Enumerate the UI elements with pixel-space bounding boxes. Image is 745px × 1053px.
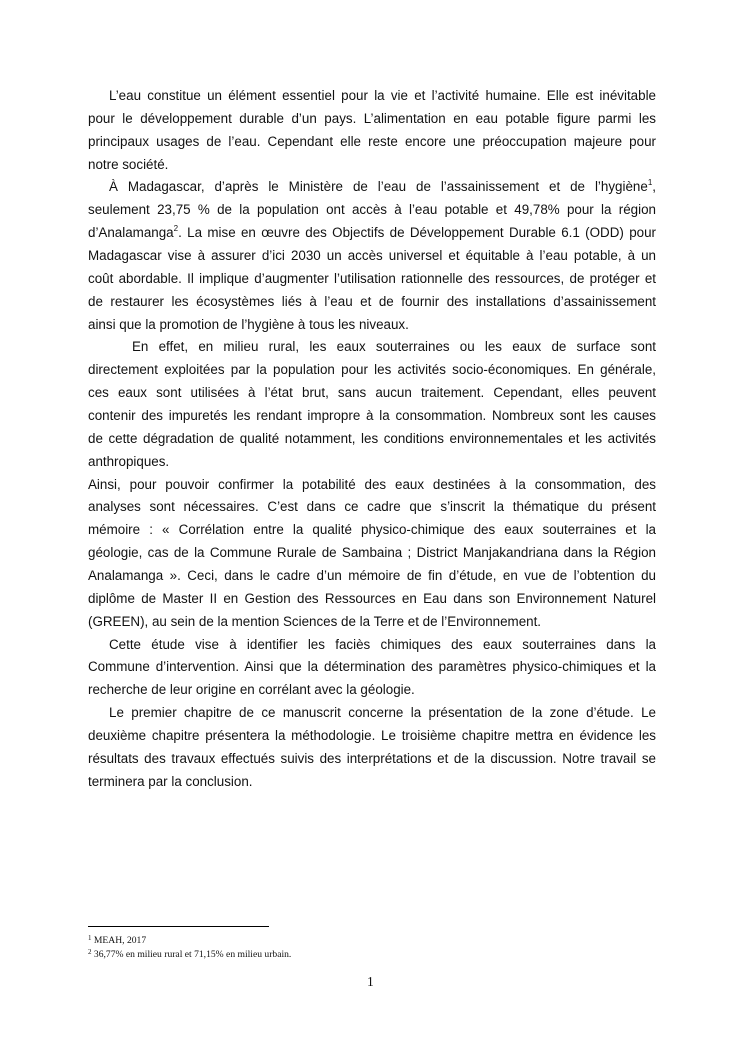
text-line: deuxième chapitre présentera la méthodologie. Le troisième chapitre mettra en évidence les <box>88 728 656 744</box>
text-line: Analamanga ». Ceci, dans le cadre d’un mémoire de fin d’étude, en vue de l’obtention du <box>88 568 656 584</box>
footnote-number: 2 <box>88 948 92 956</box>
text-line: contenir des impuretés les rendant impropre à la consommation. Nombreux sont les causes <box>88 408 656 424</box>
text-line: pour le développement durable d’un pays. L’alimentation en eau potable figure parmi les <box>88 110 656 126</box>
page-number: 1 <box>367 974 374 989</box>
text-segment: , <box>652 179 656 195</box>
text-line: anthropiques. <box>88 453 170 469</box>
text-line: de cette dégradation de qualité notamment, les conditions environnementales et les activités <box>88 430 656 446</box>
text-line: résultats des travaux effectués suivis des interprétations et de la discussion. Notre travail se <box>88 750 656 766</box>
text-line: Madagascar vise à assurer d’ici 2030 un accès universel et équitable à l’eau potable, à un <box>88 248 656 264</box>
text-line: ainsi que la promotion de l’hygiène à tous les niveaux. <box>88 316 409 332</box>
text-line: Cette étude vise à identifier les faciès chimiques des eaux souterraines dans la <box>109 636 656 652</box>
footnote-separator <box>88 926 269 927</box>
text-line: directement exploitées par la population pour les activités socio-économiques. En générale, <box>88 362 656 378</box>
text-segment: À Madagascar, d’après le Ministère de l’eau de l’assainissement et de l’hygiène <box>109 179 648 195</box>
text-line: Ainsi, pour pouvoir confirmer la potabilité des eaux destinées à la consommation, des <box>88 476 656 492</box>
footnote-number: 1 <box>88 934 92 942</box>
text-line: analyses sont nécessaires. C’est dans ce cadre que s’inscrit la thématique du présent <box>88 499 656 515</box>
footnote-text: MEAH, 2017 <box>93 935 147 946</box>
text-line <box>88 176 656 199</box>
paragraph <box>88 336 656 473</box>
footnote-reference: 2 <box>173 224 179 234</box>
paragraph <box>88 634 656 703</box>
paragraph <box>88 85 656 176</box>
text-line: Commune d’intervention. Ainsi que la détermination des paramètres physico-chimiques et la <box>88 659 656 675</box>
text-line <box>88 222 656 245</box>
footnote-1 <box>88 934 291 948</box>
text-line: mémoire : « Corrélation entre la qualité physico-chimique des eaux souterraines et la <box>88 522 656 538</box>
text-line: géologie, cas de la Commune Rurale de Sambaina ; District Manjakandriana dans la Région <box>88 545 656 561</box>
text-line: de restaurer les écosystèmes liés à l’eau et de fournir des installations d’assainissement <box>88 293 656 309</box>
footnote-text: 36,77% en milieu rural et 71,15% en milieu urbain. <box>93 949 292 960</box>
footnote-reference: 1 <box>647 178 653 188</box>
paragraph <box>88 474 656 634</box>
text-line: notre société. <box>88 156 169 172</box>
text-line: coût abordable. Il implique d’augmenter l’utilisation rationnelle des ressources, de protéger et <box>88 270 656 286</box>
text-line: principaux usages de l’eau. Cependant elle reste encore une préoccupation majeure pour <box>88 133 656 149</box>
body-text <box>88 85 656 794</box>
text-line: terminera par la conclusion. <box>88 773 253 789</box>
text-line: diplôme de Master II en Gestion des Ressources en Eau dans son Environnement Naturel <box>88 590 656 606</box>
text-line: seulement 23,75 % de la population ont accès à l’eau potable et 49,78% pour la région <box>88 202 656 218</box>
text-segment: . La mise en œuvre des Objectifs de Développement Durable 6.1 (ODD) pour <box>178 225 656 241</box>
footnote-2 <box>88 948 291 962</box>
text-line: (GREEN), au sein de la mention Sciences de la Terre et de l’Environnement. <box>88 613 542 629</box>
text-line: ces eaux sont utilisées à l’état brut, sans aucun traitement. Cependant, elles peuvent <box>88 385 656 401</box>
text-line: Le premier chapitre de ce manuscrit concerne la présentation de la zone d’étude. Le <box>109 705 656 721</box>
text-line: L’eau constitue un élément essentiel pour la vie et l’activité humaine. Elle est inévitable <box>109 88 656 103</box>
text-segment: d’Analamanga <box>88 225 174 241</box>
text-line: recherche de leur origine en corrélant avec la géologie. <box>88 682 415 698</box>
paragraph <box>88 702 656 793</box>
text-line: En effet, en milieu rural, les eaux souterraines ou les eaux de surface sont <box>132 339 656 355</box>
paragraph <box>88 176 656 336</box>
footnotes <box>88 934 291 962</box>
